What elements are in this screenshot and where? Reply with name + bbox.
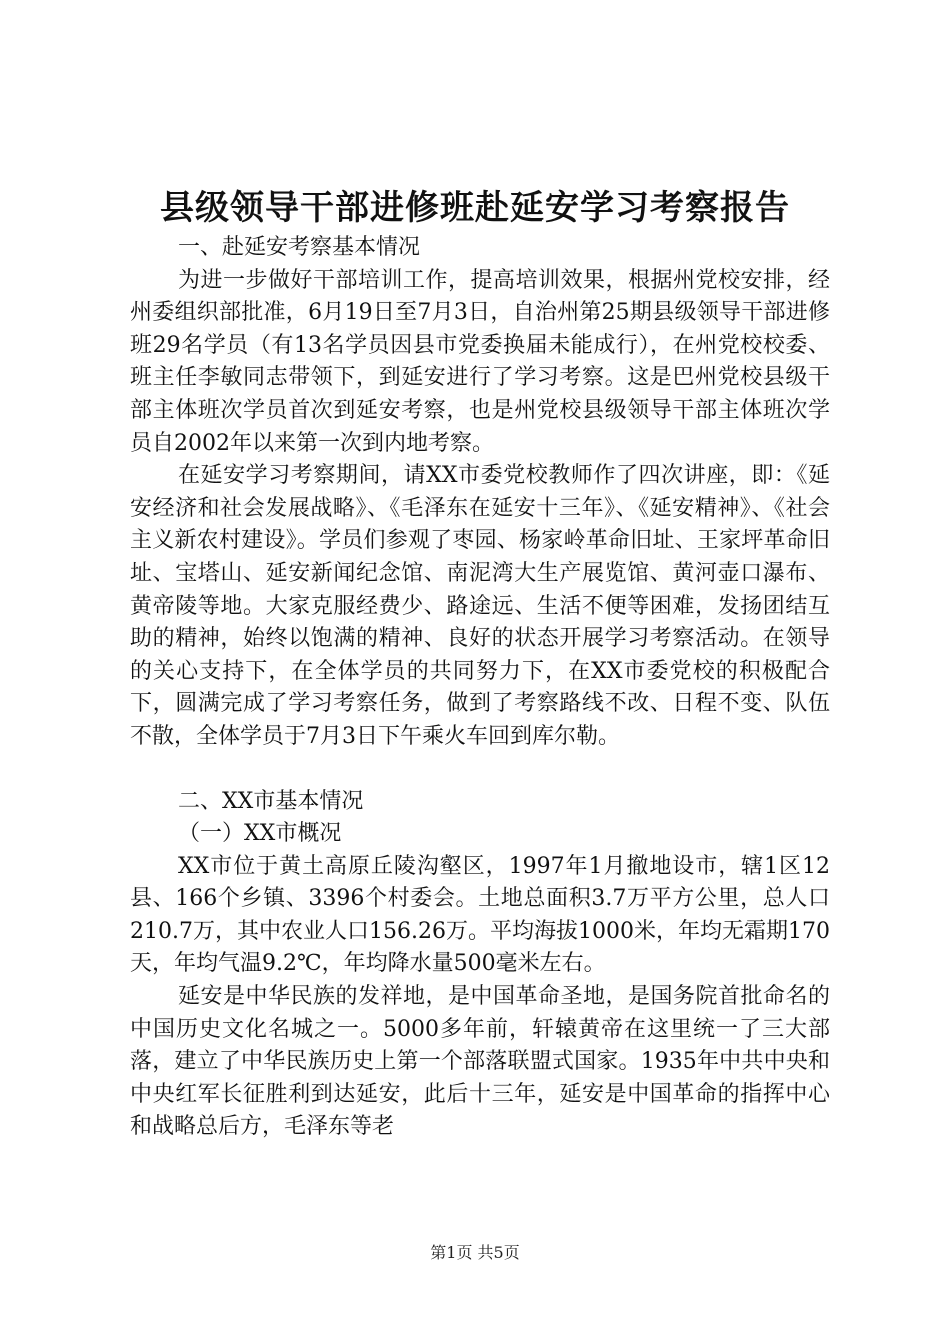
paragraph-study-activities: 在延安学习考察期间，请XX市委党校教师作了四次讲座，即：《延安经济和社会发展战略》、《毛泽东在延安十三年》、《延安精神》、《社会主义新农村建设》。学员们参观了枣园、杨家岭革命旧址、王家坪革命旧址、宝塔山、延安新闻纪念馆、南泥湾大生产展览馆、黄河壶口瀑布、黄帝陵等地。大家克服经费少、路途远、生活不便等困难，发扬团结互助的精神，始终以饱满的精神、良好的状态开展学习考察活动。在领导的关心支持下，在全体学员的共同努力下，在XX市委党校的积极配合下，圆满完成了学习考察任务，做到了考察路线不改、日程不变、队伍不散，全体学员于7月3日下午乘火车回到库尔勒。 (130, 463, 830, 749)
paragraph-city-history: 延安是中华民族的发祥地，是中国革命圣地，是国务院首批命名的中国历史文化名城之一。5000多年前，轩辕黄帝在这里统一了三大部落，建立了中华民族历史上第一个部落联盟式国家。1935年中共中央和中央红军长征胜利到达延安，此后十三年，延安是中国革命的指挥中心和战略总后方，毛泽东等老 (130, 984, 830, 1140)
document-body (130, 232, 830, 1144)
paragraph-city-profile: XX市位于黄土高原丘陵沟壑区，1997年1月撤地设市，辖1区12县、166个乡镇、3396个村委会。土地总面积3.7万平方公里，总人口210.7万，其中农业人口156.26万。平均海拔1000米，年均无霜期170天，年均气温9.2℃，年均降水量500毫米左右。 (130, 853, 830, 977)
document-title: 县级领导干部进修班赴延安学习考察报告 (160, 188, 790, 228)
subsection-heading-1: （一）XX市概况 (178, 821, 342, 847)
section-heading-1: 一、赴延安考察基本情况 (178, 235, 421, 260)
paragraph-overview: 为进一步做好干部培训工作，提高培训效果，根据州党校安排，经州委组织部批准，6月19日至7月3日，自治州第25期县级领导干部进修班29名学员（有13名学员因县市党委换届未能成行），在州党校校委、班主任李敏同志带领下，到延安进行了学习考察。这是巴州党校县级干部主体班次学员首次到延安考察，也是州党校县级领导干部主体班次学员自2002年以来第一次到内地考察。 (130, 267, 830, 456)
section-heading-2: 二、XX市基本情况 (178, 788, 364, 814)
paragraph-spacer (130, 754, 830, 786)
page-number-footer: 第1页 共5页 (430, 1243, 520, 1262)
